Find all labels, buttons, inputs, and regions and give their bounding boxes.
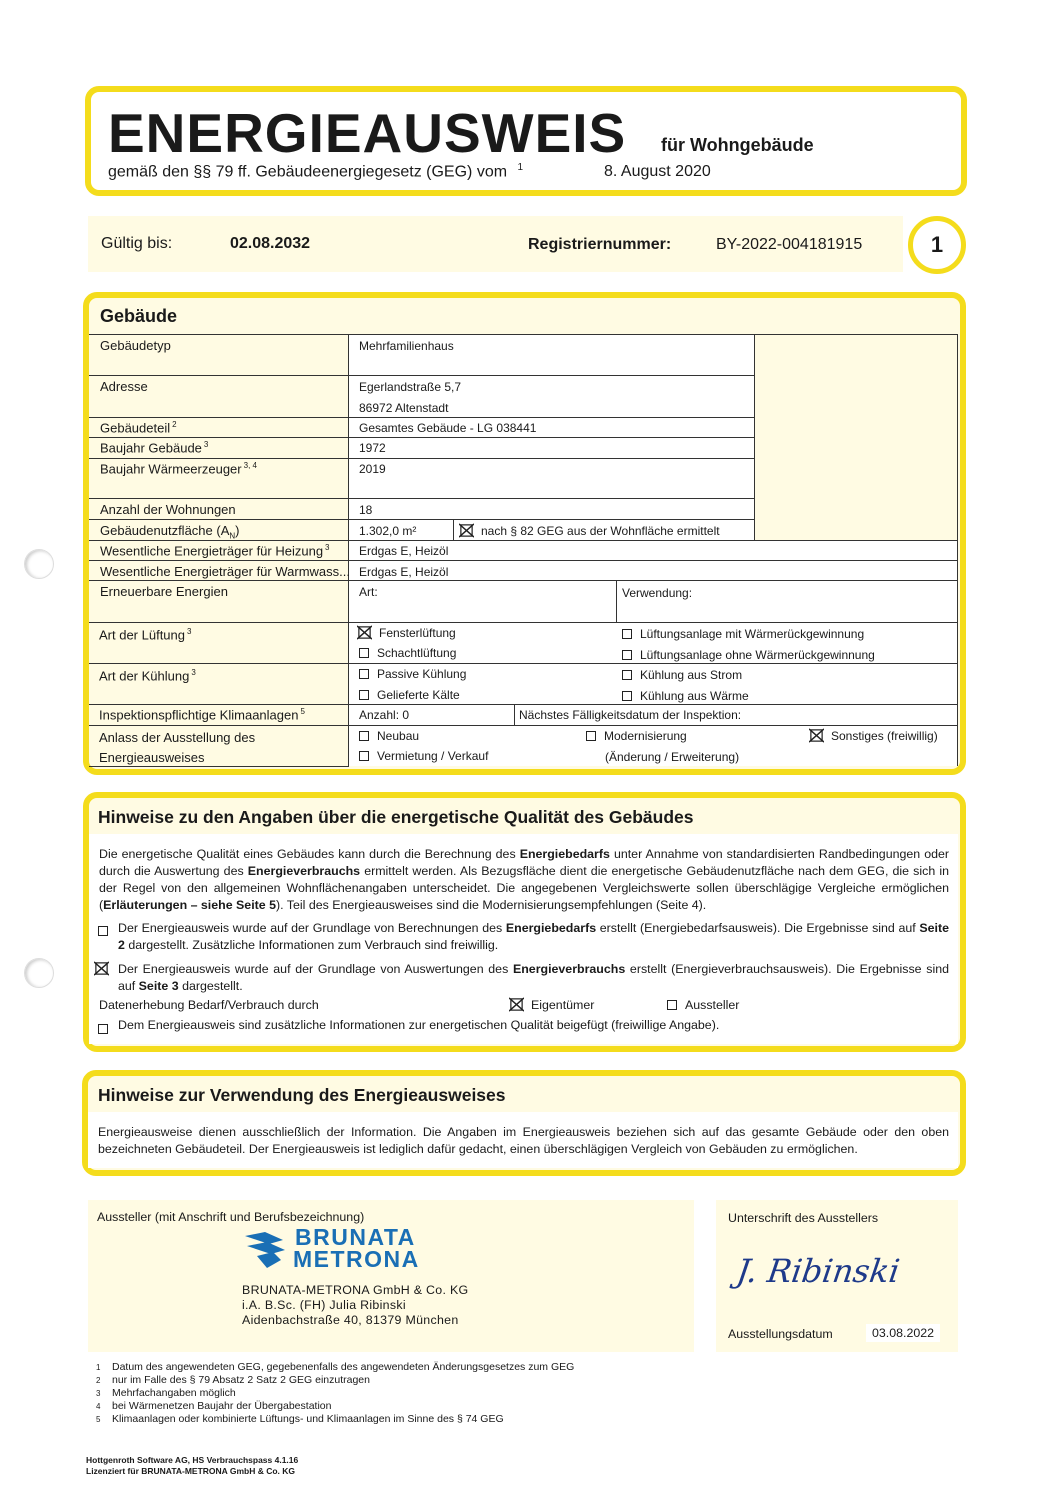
label-renewables: Erneuerbare Energien: [100, 584, 228, 599]
renewables-type-label: Art:: [359, 585, 378, 599]
checkbox-icon: [622, 670, 632, 680]
software-line-2: Lizenziert für BRUNATA-METRONA GmbH & Co. KG: [86, 1466, 296, 1476]
option-demand: Der Energieausweis wurde auf der Grundlage von Berechnungen des Energiebedarfs erstellt (Energiebedarfsausweis). Die Ergebnisse sind auf Seite 2 dargestellt. Zusätzliche Informationen zum Verbrauch sind freiwillig.: [118, 921, 950, 952]
software-line-1: Hottgenroth Software AG, HS Verbrauchspass 4.1.16: [86, 1455, 299, 1465]
data-collection-label: Datenerhebung Bedarf/Verbrauch durch: [99, 998, 319, 1012]
value-address-2: 86972 Altenstadt: [359, 401, 449, 415]
validity-date: 02.08.2032: [230, 235, 311, 252]
ac-next-inspection: Nächstes Fälligkeitsdatum der Inspektion:: [519, 708, 742, 722]
floor-area-method: nach § 82 GEG aus der Wohnfläche ermittelt: [459, 523, 720, 538]
cool-passive[interactable]: Passive Kühlung: [359, 667, 466, 681]
value-address-1: Egerlandstraße 5,7: [359, 380, 462, 394]
label-occasion: Anlass der Ausstellung des Energieausweises: [99, 730, 256, 765]
option-consumption-checkbox[interactable]: [94, 960, 116, 978]
occasion-rent-sale[interactable]: Vermietung / Verkauf: [359, 749, 488, 763]
issuer-person: i.A. B.Sc. (FH) Julia Ribinski: [242, 1298, 406, 1312]
data-by-owner[interactable]: Eigentümer: [509, 997, 594, 1012]
issuer-company: BRUNATA-METRONA GmbH & Co. KG: [242, 1283, 469, 1297]
label-ventilation: Art der Lüftung $^3$: [99, 627, 192, 643]
label-energy-heating: Wesentliche Energieträger für Heizung $^3$: [100, 543, 330, 559]
quality-paragraph: Die energetische Qualität eines Gebäudes kann durch die Berechnung des Energiebedarfs unter Annahme von standardisierten Randbedingungen oder durch die Auswertung des Energieverbrauchs ermittelt werden. Als Bezugsfläche dient die energetische Gebäudenutzfläche nach dem GEG, die sich in der Regel von den allgemeinen Wohnflächenangaben unterscheidet. Die angegebenen Vergleichswerte sollen überschlägige Vergleiche ermöglichen (Erläuterungen – siehe Seite 5). Teil des Energieausweises sind die Modernisierungsempfehlungen (Seite 4).: [99, 847, 949, 912]
logo-word-1: BRUNATA: [295, 1224, 416, 1250]
issuer-address: Aidenbachstraße 40, 81379 München: [242, 1313, 459, 1327]
occasion-modernisation-note: (Änderung / Erweiterung): [605, 750, 740, 764]
option-demand-checkbox[interactable]: [98, 922, 116, 940]
label-floor-area: Gebäudenutzfläche $(A_N)$: [100, 523, 240, 541]
checkbox-checked-icon: [809, 728, 824, 743]
checkbox-icon: [622, 629, 632, 639]
label-energy-water: Wesentliche Energieträger für Warmwass...: [100, 564, 350, 579]
label-year-heater: Baujahr Wärmeerzeuger $^{3, 4}$: [100, 461, 257, 477]
value-building-type: Mehrfamilienhaus: [359, 339, 454, 353]
checkbox-icon: [359, 751, 369, 761]
value-building-part: Gesamtes Gebäude - LG 038441: [359, 421, 537, 435]
usage-title: Hinweise zur Verwendung des Energieausweises: [98, 1085, 506, 1105]
renewables-use-label: Verwendung:: [622, 586, 693, 600]
option-additional-checkbox[interactable]: [98, 1020, 116, 1038]
law-date: 8. August 2020: [604, 163, 711, 180]
label-apartments: Anzahl der Wohnungen: [100, 502, 236, 517]
issuer-label: Aussteller (mit Anschrift und Berufsbezeichnung): [97, 1210, 365, 1224]
cool-heat[interactable]: Kühlung aus Wärme: [622, 689, 749, 703]
vent-without-recovery[interactable]: Lüftungsanlage ohne Wärmerückgewinnung: [622, 648, 875, 662]
usage-text: Energieausweise dienen ausschließlich der Information. Die Angaben im Energieausweis beziehen sich auf das gesamte Gebäude oder den oben bezeichneten Gebäudeteil. Der Energieausweis ist lediglich dafür gedacht, einen überschlägigen Vergleich von Gebäuden zu ermöglichen.: [98, 1125, 949, 1156]
logo-word-2: METRONA: [293, 1246, 420, 1272]
brunata-logo-icon: [243, 1230, 289, 1270]
label-address: Adresse: [100, 379, 148, 394]
footnote-5: 5 Klimaanlagen oder kombinierte Lüftungs- und Klimaanlagen im Sinne des § 74 GEG: [96, 1413, 504, 1425]
label-ac-units: Inspektionspflichtige Klimaanlagen $^5$: [99, 707, 305, 723]
document-subtitle: für Wohngebäude: [661, 135, 814, 155]
value-apartments: 18: [359, 503, 373, 517]
page-number-badge: [908, 216, 966, 274]
vent-window[interactable]: Fensterlüftung: [357, 625, 456, 640]
footnote-2: 2 nur im Falle des § 79 Absatz 2 Satz 2 GEG einzutragen: [96, 1374, 370, 1386]
label-cooling: Art der Kühlung $^3$: [99, 668, 196, 684]
label-building-part: Gebäudeteil $^2$: [100, 420, 177, 436]
punch-hole-1: [24, 549, 54, 579]
ac-count: Anzahl: 0: [359, 708, 410, 722]
law-reference: [108, 162, 523, 181]
occasion-modernisation[interactable]: Modernisierung: [586, 729, 687, 743]
value-floor-area: 1.302,0 m²: [359, 524, 417, 538]
checkbox-checked-icon: [357, 625, 372, 640]
checkbox-checked-icon: [94, 961, 109, 976]
checkbox-checked-icon: [509, 997, 524, 1012]
checkbox-icon: [622, 650, 632, 660]
checkbox-icon: [98, 926, 108, 936]
signature-label: Unterschrift des Ausstellers: [728, 1211, 879, 1225]
cool-electric[interactable]: Kühlung aus Strom: [622, 668, 742, 682]
option-additional: Dem Energieausweis sind zusätzliche Informationen zur energetischen Qualität beigefügt (freiwillige Angabe).: [118, 1018, 720, 1032]
page-number: 1: [930, 232, 944, 257]
value-energy-heating: Erdgas E, Heizöl: [359, 544, 449, 558]
registration-label: Registriernummer:: [528, 236, 672, 253]
cool-delivered[interactable]: Gelieferte Kälte: [359, 688, 460, 702]
checkbox-icon: [586, 731, 596, 741]
occasion-new[interactable]: Neubau: [359, 729, 419, 743]
vent-shaft[interactable]: Schachtlüftung: [359, 646, 456, 660]
law-text: gemäß den §§ 79 ff. Gebäudeenergiegesetz (GEG) vom: [108, 163, 508, 181]
document-title: ENERGIEAUSWEIS: [108, 102, 627, 164]
footnote-3: 3 Mehrfachangaben möglich: [96, 1387, 236, 1399]
value-year-heater: 2019: [359, 462, 386, 476]
issue-date: 03.08.2022: [866, 1324, 940, 1342]
checkbox-icon: [359, 669, 369, 679]
footnotes: [96, 1361, 574, 1426]
checkbox-icon: [359, 690, 369, 700]
label-building-type: Gebäudetyp: [100, 338, 171, 353]
option-consumption: Der Energieausweis wurde auf der Grundlage von Auswertungen des Energieverbrauchs erstellt (Energieverbrauchsausweis). Die Ergebnisse sind auf Seite 3 dargestellt.: [118, 962, 949, 993]
label-year-built: Baujahr Gebäude $^3$: [100, 440, 209, 456]
data-by-issuer[interactable]: Aussteller: [667, 998, 739, 1012]
checkbox-icon: [622, 691, 632, 701]
value-year-built: 1972: [359, 441, 386, 455]
checkbox-icon: [667, 1000, 677, 1010]
issue-date-label: Ausstellungsdatum: [728, 1327, 833, 1341]
software-info: [86, 1455, 298, 1477]
checkbox-checked-icon: [459, 523, 474, 538]
footnote-1: 1 Datum des angewendeten GEG, gegebenenfalls des angewendeten Änderungsgesetzes zum GEG: [96, 1361, 575, 1373]
signature: J. Ribinski: [734, 1252, 903, 1290]
quality-title: Hinweise zu den Angaben über die energetische Qualität des Gebäudes: [98, 807, 694, 827]
occasion-other[interactable]: Sonstiges (freiwillig): [809, 728, 938, 743]
punch-hole-2: [24, 958, 54, 988]
validity-label: Gültig bis:: [101, 235, 173, 252]
checkbox-icon: [359, 648, 369, 658]
value-energy-water: Erdgas E, Heizöl: [359, 565, 449, 579]
building-section-title: Gebäude: [100, 306, 178, 326]
registration-number: BY-2022-004181915: [716, 236, 863, 253]
footnote-4: 4 bei Wärmenetzen Baujahr der Übergabestation: [96, 1400, 332, 1412]
checkbox-icon: [98, 1024, 108, 1034]
vent-with-recovery[interactable]: Lüftungsanlage mit Wärmerückgewinnung: [622, 627, 864, 641]
law-footnote: 1: [517, 162, 524, 173]
checkbox-icon: [359, 731, 369, 741]
